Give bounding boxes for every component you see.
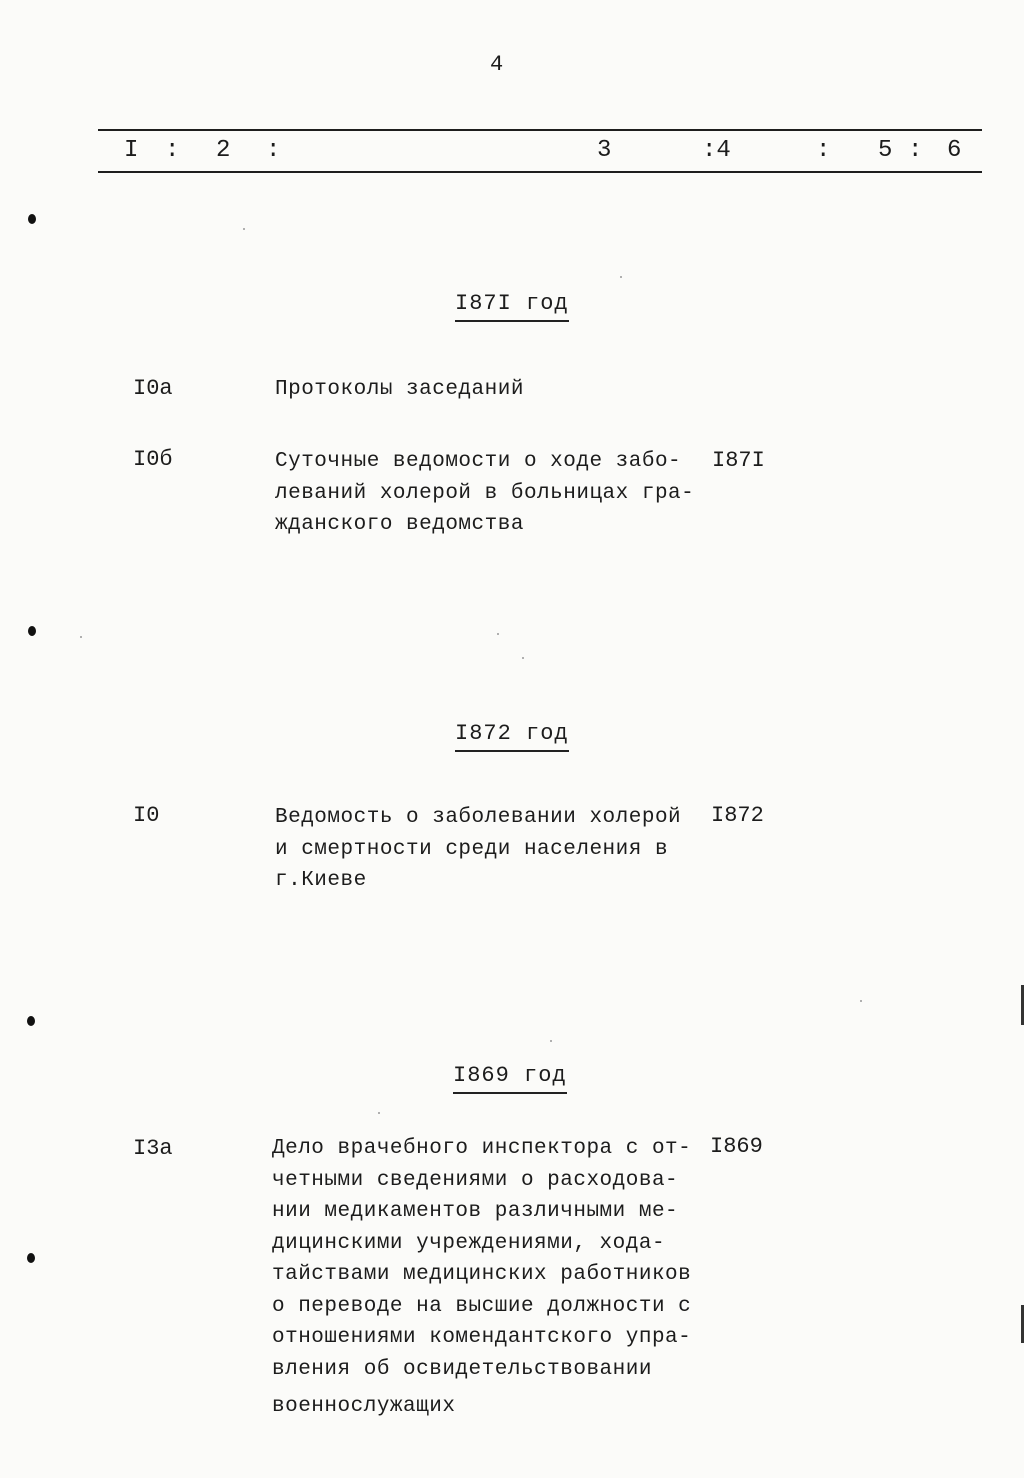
- entry-date: I872: [711, 803, 764, 828]
- page-number: 4: [490, 52, 504, 77]
- scan-speck: [860, 1000, 862, 1002]
- scan-speck: [243, 228, 245, 230]
- entry-number: I0: [133, 803, 160, 828]
- scan-speck: [550, 1040, 552, 1042]
- entry-number: I0а: [133, 376, 173, 401]
- year-heading: I87I год: [455, 291, 569, 316]
- entry-description: Ведомость о заболевании холерой и смертности среди населения в г.Киеве: [275, 806, 682, 892]
- column-header-5: 5: [878, 137, 893, 164]
- column-separator: :: [908, 137, 923, 164]
- entry-description: Дело врачебного инспектора с от- четными сведениями о расходова- нии медикаментов различными ме- дицинскими учреждениями, хода- тайствами медицинских работников о переводе на высшие должности с отношениями комендантского упра- вления об освидетельствовании военнослужащих: [272, 1137, 692, 1418]
- column-separator: :: [165, 137, 180, 164]
- scan-speck: [522, 657, 524, 659]
- punch-hole: [28, 214, 36, 224]
- punch-hole: [27, 1016, 35, 1026]
- column-header-2: 2: [216, 137, 231, 164]
- entry-date: I869: [710, 1134, 763, 1159]
- entry-description: Суточные ведомости о ходе забо- леваний холерой в больницах гра- жданского ведомства: [275, 450, 695, 536]
- year-heading: I869 год: [453, 1063, 567, 1088]
- entry-number: I3а: [133, 1136, 173, 1161]
- scan-speck: [620, 276, 622, 278]
- punch-hole: [28, 626, 36, 636]
- entry-description: Протоколы заседаний: [275, 378, 524, 401]
- column-header-6: 6: [947, 137, 962, 164]
- punch-hole: [27, 1253, 35, 1263]
- scan-speck: [378, 1112, 380, 1114]
- column-separator: :: [816, 137, 831, 164]
- column-separator: :: [266, 137, 281, 164]
- scan-speck: [80, 636, 82, 638]
- entry-number: I0б: [133, 447, 173, 472]
- scan-speck: [497, 633, 499, 635]
- year-heading: I872 год: [455, 721, 569, 746]
- column-header-1: I: [124, 137, 139, 164]
- column-header-4: :4: [702, 137, 731, 164]
- entry-date: I87I: [712, 448, 765, 473]
- header-bottom-rule: [98, 171, 982, 173]
- header-top-rule: [98, 129, 982, 131]
- column-header-3: 3: [597, 137, 612, 164]
